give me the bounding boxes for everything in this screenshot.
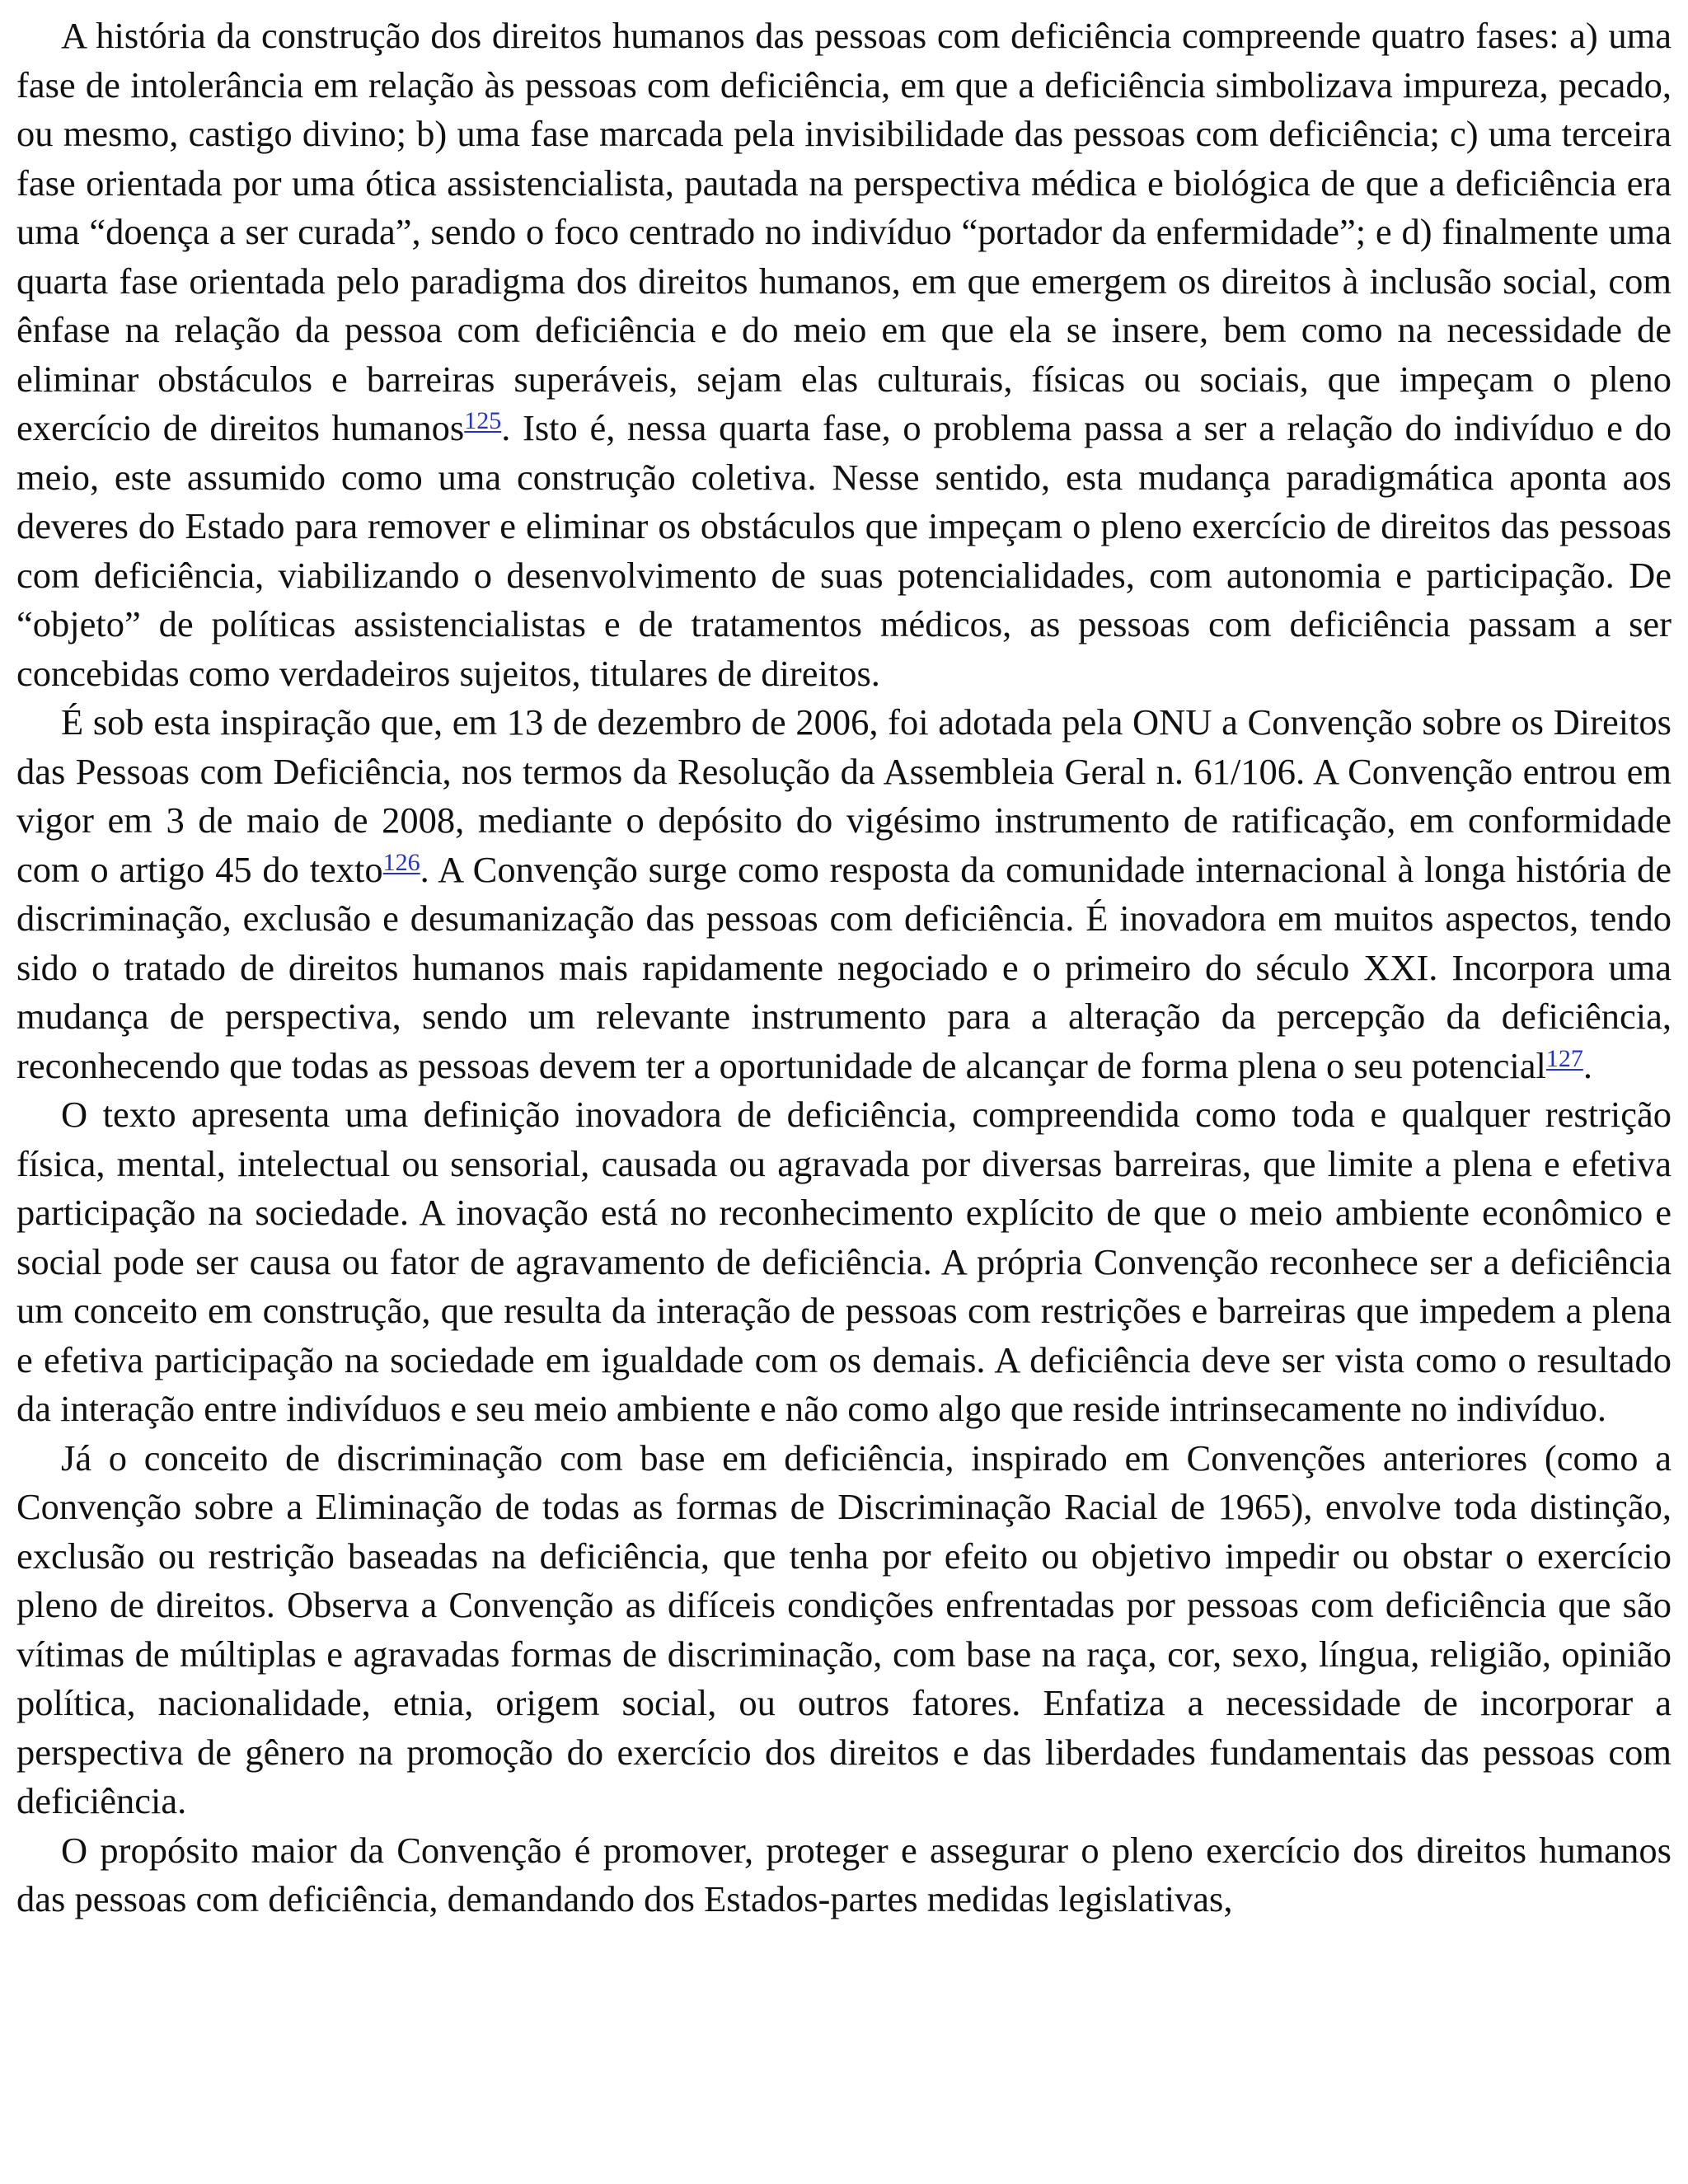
paragraph-1-text-a: A história da construção dos direitos humanos das pessoas com deficiência compreende quatro fases: a) uma fase de intolerância em relação às pessoas com deficiência, em que a deficiência simbolizava impureza, pecado, ou mesmo, castigo divino; b) uma fase marcada pela invisibilidade das pessoas com deficiência; c) uma terceira fase orientada por uma ótica assistencialista, pautada na perspectiva médica e biológica de que a deficiência era uma “doença a ser curada”, sendo o foco centrado no indivíduo “portador da enfermidade”; e d) finalmente uma quarta fase orientada pelo paradigma dos direitos humanos, em que emergem os direitos à inclusão social, com ênfase na relação da pessoa com deficiência e do meio em que ela se insere, bem como na necessidade de eliminar obstáculos e barreiras superáveis, sejam elas culturais, físicas ou sociais, que impeçam o pleno exercício de direitos humanos	[16, 15, 1672, 448]
paragraph-2	[16, 698, 1672, 1090]
paragraph-1-text-b: . Isto é, nessa quarta fase, o problema passa a ser a relação do indivíduo e do meio, este assumido como uma construção coletiva. Nesse sentido, esta mudança paradigmática aponta aos deveres do Estado para remover e eliminar os obstáculos que impeçam o pleno exercício de direitos das pessoas com deficiência, viabilizando o desenvolvimento de suas potencialidades, com autonomia e participação. De “objeto” de políticas assistencialistas e de tratamentos médicos, as pessoas com deficiência passam a ser concebidas como verdadeiros sujeitos, titulares de direitos.	[16, 407, 1672, 694]
footnote-link-125[interactable]: 125	[464, 407, 502, 434]
paragraph-2-text-b: . A Convenção surge como resposta da comunidade internacional à longa história de discriminação, exclusão e desumanização das pessoas com deficiência. É inovadora em muitos aspectos, tendo sido o tratado de direitos humanos mais rapidamente negociado e o primeiro do século XXI. Incorpora uma mudança de perspectiva, sendo um relevante instrumento para a alteração da percepção da deficiência, reconhecendo que todas as pessoas devem ter a oportunidade de alcançar de forma plena o seu potencial	[16, 848, 1672, 1086]
footnote-link-127[interactable]: 127	[1545, 1044, 1583, 1072]
document-page	[16, 12, 1672, 1924]
paragraph-3: O texto apresenta uma definição inovadora de deficiência, compreendida como toda e qualquer restrição física, mental, intelectual ou sensorial, causada ou agravada por diversas barreiras, que limite a plena e efetiva participação na sociedade. A inovação está no reconhecimento explícito de que o meio ambiente econômico e social pode ser causa ou fator de agravamento de deficiência. A própria Convenção reconhece ser a deficiência um conceito em construção, que resulta da interação de pessoas com restrições e barreiras que impedem a plena e efetiva participação na sociedade em igualdade com os demais. A deficiência deve ser vista como o resultado da interação entre indivíduos e seu meio ambiente e não como algo que reside intrinsecamente no indivíduo.	[16, 1094, 1672, 1429]
paragraph-2-text-a: É sob esta inspiração que, em 13 de dezembro de 2006, foi adotada pela ONU a Convenção sobre os Direitos das Pessoas com Deficiência, nos termos da Resolução da Assembleia Geral n. 61/106. A Convenção entrou em vigor em 3 de maio de 2008, mediante o depósito do vigésimo instrumento de ratificação, em conformidade com o artigo 45 do texto	[16, 701, 1672, 890]
paragraph-5: O propósito maior da Convenção é promover, proteger e assegurar o pleno exercício dos direitos humanos das pessoas com deficiência, demandando dos Estados-partes medidas legislativas,	[16, 1829, 1672, 1919]
paragraph-2-text-c: .	[1582, 1044, 1592, 1086]
paragraph-1	[16, 12, 1672, 698]
footnote-link-126[interactable]: 126	[382, 848, 420, 876]
paragraph-4: Já o conceito de discriminação com base em deficiência, inspirado em Convenções anteriores (como a Convenção sobre a Eliminação de todas as formas de Discriminação Racial de 1965), envolve toda distinção, exclusão ou restrição baseadas na deficiência, que tenha por efeito ou objetivo impedir ou obstar o exercício pleno de direitos. Observa a Convenção as difíceis condições enfrentadas por pessoas com deficiência que são vítimas de múltiplas e agravadas formas de discriminação, com base na raça, cor, sexo, língua, religião, opinião política, nacionalidade, etnia, origem social, ou outros fatores. Enfatiza a necessidade de incorporar a perspectiva de gênero na promoção do exercício dos direitos e das liberdades fundamentais das pessoas com deficiência.	[16, 1436, 1672, 1821]
